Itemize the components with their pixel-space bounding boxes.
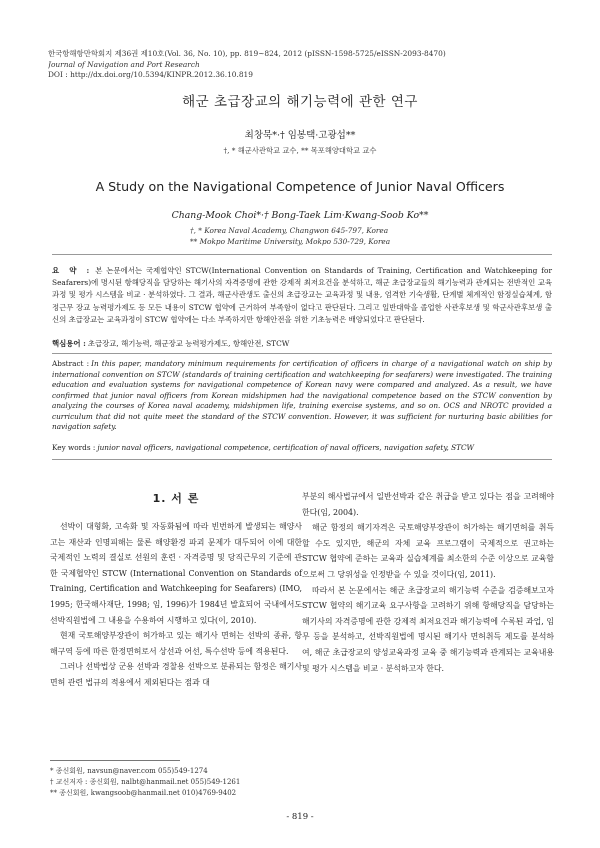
- affiliation-english: [190, 226, 520, 247]
- abstract-korean: [52, 265, 552, 326]
- footnote-divider: [50, 760, 180, 761]
- journal-header: [48, 49, 558, 81]
- body-paragraph: 따라서 본 논문에서는 해군 초급장교의 해기능력 수준을 검증해보고자 STCW 협약의 해기교육 요구사항을 고려하기 위해 항해당직을 담당하는 해기사의 자격증명에 관한 강제적 최저요건과 해기능력에 수록된 과업, 임무 등을 분석하고, 선박직원법에 명시된 해기사 면허취득 제도를 분석하여, 해군 초급장교의 양성교육과정 교육 중 해기능력과 관계되는 교육내용 및 평가 시스템을 비교 · 분석하고자 한다.: [302, 585, 554, 673]
- abstract-english-text: In this paper, mandatory minimum requirements for certification of officers in charge of a navigational watch on ship by international convention on STCW (standards of training certification and watchkeeping for seafarers) were investigated. The training education and evaluation systems for navigational competence of Korean navy were compared and analyzed. As a result, we have confirmed that junior naval officers from Korean midshipmen had the navigational competence based on the STCW convention by analyzing the courses of Korea naval academy, midshipmen life, training exercise systems, and so on. OCS and NROTC provided a curriculum that did not quite meet the standard of the STCW convention. However, it was sufficient for nurturing basic abilities for navigation safety.: [52, 359, 552, 431]
- divider-middle: [52, 353, 552, 354]
- body-paragraph: 부분의 해사법규에서 일반선박과 같은 취급을 받고 있다는 점을 고려해야 한다(임, 2004).: [302, 492, 554, 517]
- affiliation-korean: †, * 해군사관학교 교수, ** 목포해양대학교 교수: [223, 146, 377, 155]
- abstract-english-label: Abstract :: [52, 359, 90, 368]
- keywords-english: [52, 443, 552, 452]
- keywords-english-text: junior naval officers, navigational competence, certification of naval officers, navigation safety, STCW: [97, 443, 475, 452]
- journal-citation: 한국항해항만학회지 제36권 제10호(Vol. 36, No. 10), pp. 819~824, 2012 (pISSN-1598-5725/eISSN-2093-8470): [48, 49, 446, 58]
- section-heading: 1. 서 론: [152, 492, 200, 505]
- authors-korean: 최창묵*·† 임봉택·고광섭**: [244, 130, 356, 141]
- divider-bottom: [52, 459, 552, 460]
- divider-top: [52, 254, 552, 255]
- affiliation-line: ** Mokpo Maritime University, Mokpo 530-729, Korea: [190, 236, 391, 246]
- keywords-english-label: Key words :: [52, 443, 96, 452]
- body-paragraph: 그러나 선박법상 군용 선박과 경찰용 선박으로 분류되는 함정은 해기사면허 관련 법규의 적용에서 제외된다는 점과 대: [50, 662, 302, 687]
- body-column-right: [302, 489, 554, 676]
- keywords-korean: [52, 338, 552, 349]
- title-english: A Study on the Navigational Competence of Junior Naval Officers: [95, 179, 505, 194]
- body-paragraph: 선박이 대형화, 고속화 및 자동화됨에 따라 빈번하게 발생되는 해양사고는 재산과 인명피해는 물론 해양환경 파괴 문제가 대두되어 이에 대한 국제적인 노력의 결실로 선원의 훈련 · 자격증명 및 당직근무의 기준에 관한 국제협약인 STCW (International Convention on Standards of Training, Certification and Watchkeeping for Seafarers) (IMO, 1995; 한국해사재단, 1998; 임, 1996)가 1984년 발효되어 국내에서도 선박직원법에 그 내용을 수용하여 시행하고 있다(이, 2010).: [50, 522, 302, 625]
- body-paragraph: 현재 국토해양부장관이 허가하고 있는 해기사 면허는 선박의 종류, 항해구역 등에 따른 한정면허로서 상선과 어선, 특수선박 등에 적용된다.: [50, 631, 302, 656]
- body-column-left: [50, 519, 302, 691]
- abstract-english: [52, 359, 552, 433]
- footnote: * 종신회원, navsun@naver.com 055)549-1274: [50, 767, 208, 775]
- body-paragraph: 해군 함정의 해기자격은 국토해양부장관이 허가하는 해기면허를 취득할 수도 있지만, 해군의 자체 교육 프로그램이 국제적으로 권고하는 STCW 협약에 준하는 교육과 실습체계를 최소한의 수준 이상으로 교육함으로써 그 당위성을 인정받을 수 있을 것이다(임, 2011).: [302, 523, 554, 579]
- footnote: † 교신저자 : 종신회원, nalbt@hanmail.net 055)549-1261: [50, 777, 241, 786]
- abstract-korean-text: 본 논문에서는 국제협약인 STCW(International Convention on Standards of Training, Certification and Watchkeeping for Seafarers)에 명시된 항해당직을 담당하는 해기사의 자격증명에 관한 강제적 최저요건을 분석하고, 해군 초급장교들의 해기능력과 관계되는 전반적인 교육과정 및 평가 시스템을 비교 · 분석하였다. 그 결과, 해군사관생도 출신의 초급장교는 교육과정 및 내용, 엄격한 기숙생활, 단계별 체계적인 함정실습체계, 함정근무 장교 능력평가제도 등 모든 내용이 STCW 협약에 근거하여 부족함이 없다고 판단된다. 그리고 일반대학을 졸업한 사관후보생 및 학군사관후보생 출신의 초급장교는 교육과정이 STCW 협약에는 다소 부족하지만 항해안전을 위한 기초능력은 배양되었다고 판단된다.: [52, 266, 553, 324]
- title-korean: 해군 초급장교의 해기능력에 관한 연구: [182, 94, 418, 110]
- doi-link[interactable]: DOI : http://dx.doi.org/10.5394/KINPR.2012.36.10.819: [48, 70, 253, 80]
- footnotes: [50, 766, 350, 798]
- journal-name: Journal of Navigation and Port Research: [48, 59, 200, 69]
- authors-english: Chang-Mook Choi*·† Bong-Taek Lim·Kwang-Soob Ko**: [171, 210, 429, 221]
- page-number: - 819 -: [286, 812, 314, 822]
- abstract-korean-label: 요 약 :: [52, 266, 93, 275]
- keywords-korean-text: 초급장교, 해기능력, 해군장교 능력평가제도, 항해안전, STCW: [87, 339, 290, 348]
- affiliation-line: †, * Korea Naval Academy, Changwon 645-797, Korea: [190, 226, 389, 235]
- footnote: ** 종신회원, kwangsoob@hanmail.net 010)4769-9402: [50, 788, 237, 797]
- keywords-korean-label: 핵심용어 :: [52, 339, 86, 348]
